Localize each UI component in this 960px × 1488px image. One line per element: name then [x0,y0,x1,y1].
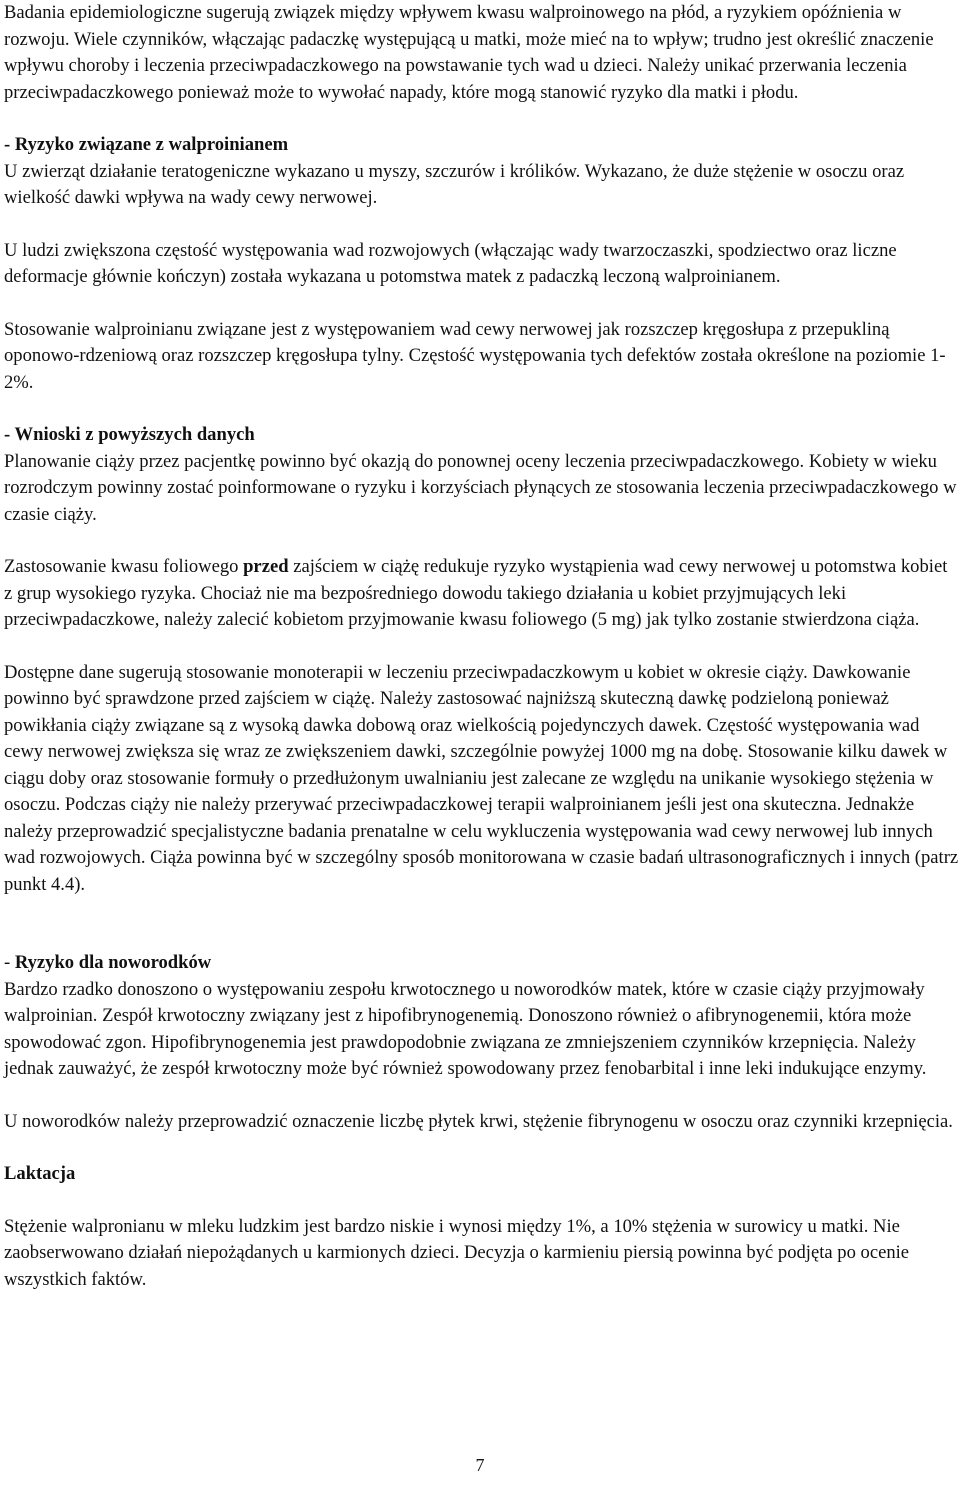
heading-valproate-risk: - Ryzyko związane z walproinianem [4,134,289,155]
paragraph-developmental-delay: Badania epidemiologiczne sugerują związek między wpływem kwasu walproinowego na płód, a ryzykiem opóźnienia w rozwoju. Wiele czynników, włączając padaczkę występującą u matki, może mieć na to wpływ; trudno jest określić znaczenie wpływu choroby i leczenia przeciwpadaczkowego na powstawanie tych wad u dzieci. Należy unikać przerwania leczenia przeciwpadaczkowego ponieważ może to wywołać napady, które mogą stanowić ryzyko dla matki i płodu. [4,2,934,103]
folic-acid-emphasis: przed [243,556,289,577]
heading-conclusions: - Wnioski z powyższych danych [4,424,255,445]
paragraph-animal-teratogenicity: U zwierząt działanie teratogeniczne wykazano u myszy, szczurów i królików. Wykazano, że duże stężenie w osoczu oraz wielkość dawki wpływa na wady cewy nerwowej. [4,160,905,208]
paragraph-hemorrhagic-syndrome: Bardzo rzadko donoszono o występowaniu zespołu krwotocznego u noworodków matek, które w czasie ciąży przyjmowały walproinian. Zespół krwotoczny związany jest z hipofibrynogenemią. Donoszono również o afibrynogenemii, która może spowodować zgon. Hipofibrynogenemia jest prawdopodobnie związana ze zmniejszeniem czynników krzepnięcia. Należy jednak zauważyć, że zespół krwotoczny może być również spowodowany przez fenobarbital i inne leki indukujące enzymy. [4,978,927,1079]
heading-newborn-risk-label: Ryzyko dla noworodków [14,952,212,973]
page-number: 7 [475,1455,485,1475]
paragraph-breast-milk: Stężenie walpronianu w mleku ludzkim jest bardzo niskie i wynosi między 1%, a 10% stężenia w surowicy u matki. Nie zaobserwowano działań niepożądanych u karmionych dzieci. Decyzja o karmieniu piersią powinna być podjęta po ocenie wszystkich faktów. [4,1215,910,1290]
document-page [4,0,959,1293]
paragraph-newborn-tests: U noworodków należy przeprowadzić oznaczenie liczbę płytek krwi, stężenie fibrynogenu w osoczu oraz czynniki krzepnięcia. [4,1110,953,1132]
heading-lactation: Laktacja [4,1163,76,1184]
folic-acid-text-end: zajściem w ciążę redukuje ryzyko wystąpienia wad cewy nerwowej u potomstwa kobiet z grup wysokiego ryzyka. Chociaż nie ma bezpośredniego dowodu takiego działania u kobiet przyjmujących leki przeciwpadaczkowe, należy zalecić kobietom przyjmowanie kwasu foliowego (5 mg) jak tylko zostanie stwierdzona ciąża. [4,556,948,630]
paragraph-human-malformations: U ludzi zwiększona częstość występowania wad rozwojowych (włączając wady twarzoczaszki, spodziectwo oraz liczne deformacje głównie kończyn) została wykazana u potomstwa matek z padaczką leczoną walproinianem. [4,239,897,287]
heading-newborn-risk [4,950,959,977]
heading-newborn-risk-prefix: - [4,952,15,973]
paragraph-monotherapy: Dostępne dane sugerują stosowanie monoterapii w leczeniu przeciwpadaczkowym u kobiet w okresie ciąży. Dawkowanie powinno być sprawdzone przed zajściem w ciążę. Należy zastosować najniższą skuteczną dawkę podzieloną ponieważ powikłania ciąży związane są z wysoką dawka dobową oraz wielkością pojedynczych dawek. Częstość występowania wad cewy nerwowej zwiększa się wraz ze zwiększeniem dawki, szczególnie powyżej 1000 mg na dobę. Stosowanie kilku dawek w ciągu doby oraz stosowanie formuły o przedłużonym uwalnianiu jest zalecane ze względu na unikanie wysokiego stężenia w osoczu. Podczas ciąży nie należy przerywać przeciwpadaczkowej terapii walproinianem jeśli jest ona skuteczna. Jednakże należy przeprowadzić specjalistyczne badania prenatalne w celu wykluczenia występowania wad cewy nerwowej lub innych wad rozwojowych. Ciąża powinna być w szczególny sposób monitorowana w czasie badań ultrasonograficznych i innych (patrz punkt 4.4). [4,661,959,895]
paragraph-neural-tube-defects: Stosowanie walproinianu związane jest z występowaniem wad cewy nerwowej jak rozszczep kręgosłupa z przepukliną oponowo-rdzeniową oraz rozszczep kręgosłupa tylny. Częstość występowania tych defektów została określone na poziomie 1-2%. [4,318,946,393]
folic-acid-text-start: Zastosowanie kwasu foliowego [4,556,244,577]
paragraph-pregnancy-planning: Planowanie ciąży przez pacjentkę powinno być okazją do ponownej oceny leczenia przeciwpadaczkowego. Kobiety w wieku rozrodczym powinny zostać poinformowane o ryzyku i korzyściach płynących ze stosowania leczenia przeciwpadaczkowego w czasie ciąży. [4,450,957,525]
paragraph-folic-acid [4,554,959,634]
